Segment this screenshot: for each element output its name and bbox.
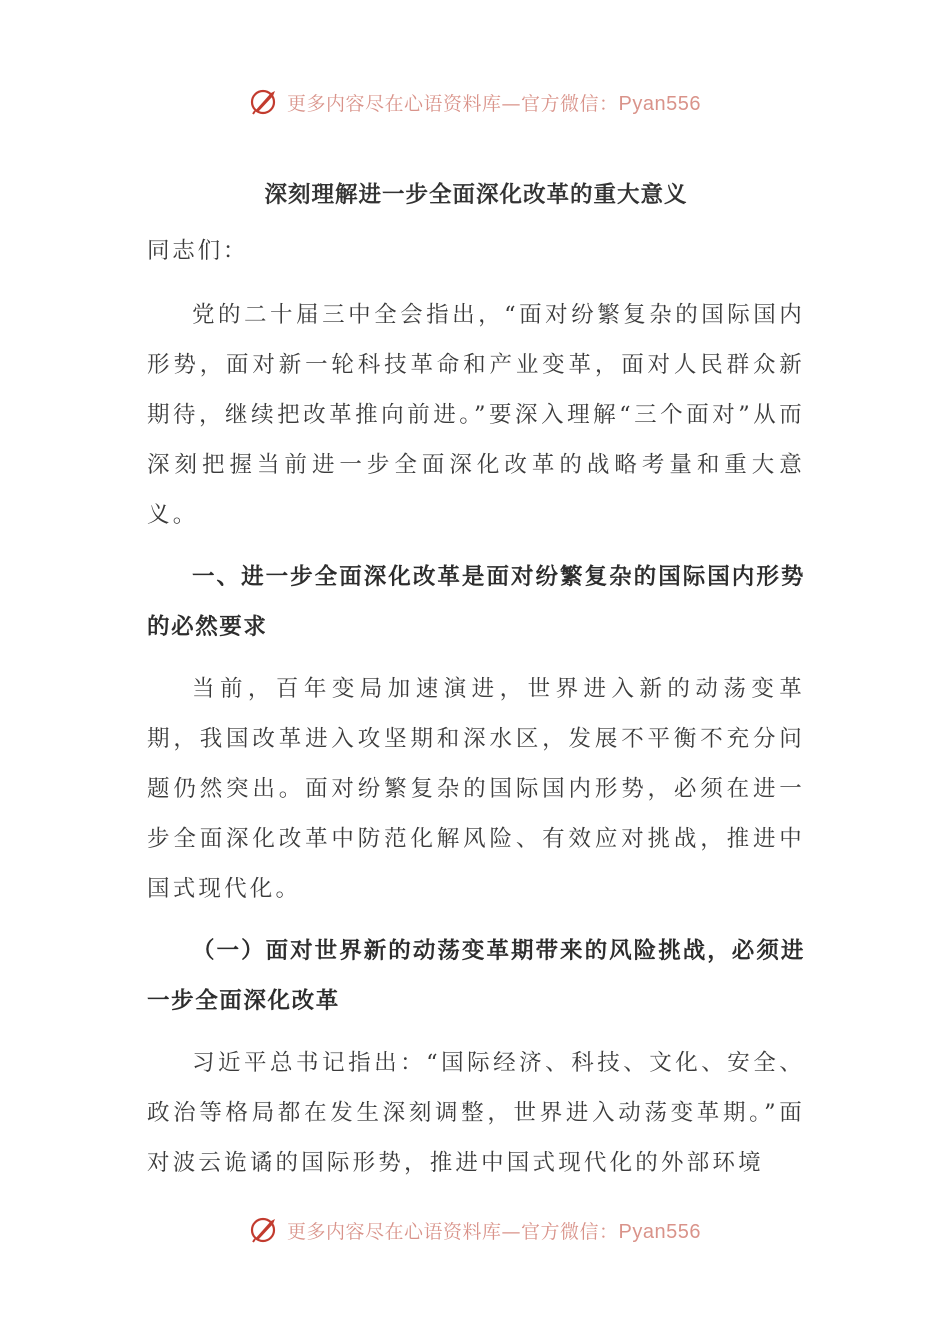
document-title: 深刻理解进一步全面深化改革的重大意义	[264, 182, 688, 208]
watermark-text	[287, 89, 701, 116]
quill-pen-logo-icon	[249, 1215, 279, 1245]
watermark-cn: 更多内容尽在心语资料库	[287, 92, 502, 115]
watermark-cn: 更多内容尽在心语资料库	[287, 1220, 502, 1243]
paragraph-intro: 党的二十届三中全会指出，“面对纷繁复杂的国际国内形势，面对新一轮科技革命和产业变革，面对人民群众新期待，继续把改革推向前进。”要深入理解“三个面对”从而深刻把握当前进一步全面深化改革的战略考量和重大意义。	[147, 302, 805, 528]
watermark-contact: 官方微信：	[521, 1220, 619, 1243]
watermark-id: Pyan556	[618, 1220, 701, 1243]
watermark-id: Pyan556	[618, 92, 701, 115]
subsection-heading-1: （一）面对世界新的动荡变革期带来的风险挑战，必须进一步全面深化改革	[147, 938, 805, 1014]
watermark-separator: —	[501, 1220, 522, 1243]
watermark-banner-top	[0, 82, 950, 122]
quill-pen-logo-icon	[249, 87, 279, 117]
section-heading-1: 一、进一步全面深化改革是面对纷繁复杂的国际国内形势的必然要求	[147, 564, 805, 640]
watermark-separator: —	[501, 92, 522, 115]
paragraph-subsection-1: 习近平总书记指出：“国际经济、科技、文化、安全、政治等格局都在发生深刻调整，世界进入动荡变革期。”面对波云诡谲的国际形势，推进中国式现代化的外部环境	[147, 1050, 805, 1176]
watermark-text	[287, 1217, 701, 1244]
watermark-banner-bottom	[0, 1210, 950, 1250]
document-body	[147, 170, 805, 1200]
watermark-contact: 官方微信：	[521, 92, 619, 115]
paragraph-section-1: 当前，百年变局加速演进，世界进入新的动荡变革期，我国改革进入攻坚期和深水区，发展不平衡不充分问题仍然突出。面对纷繁复杂的国际国内形势，必须在进一步全面深化改革中防范化解风险、有效应对挑战，推进中国式现代化。	[147, 676, 805, 902]
greeting: 同志们：	[147, 238, 249, 264]
